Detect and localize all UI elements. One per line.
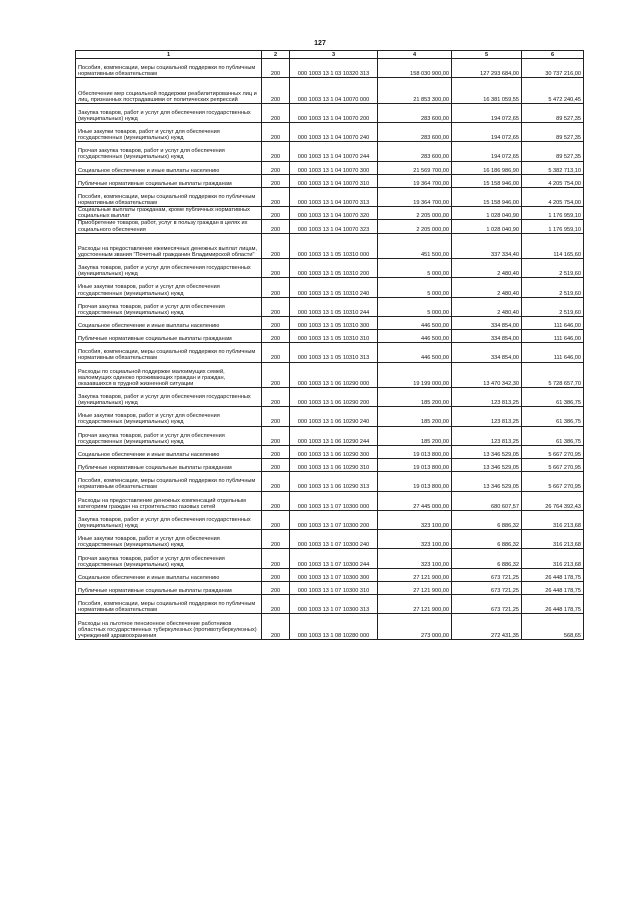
row-approved-amount: 5 000,00 (378, 278, 452, 297)
row-approved-amount: 27 445 000,00 (378, 491, 452, 510)
row-line-code: 200 (262, 207, 290, 220)
row-name: Прочая закупка товаров, работ и услуг для обеспечения государственных (муниципальных) нужд (76, 549, 262, 568)
row-approved-amount: 323 100,00 (378, 549, 452, 568)
row-name: Расходы на предоставление денежных компенсаций отдельным категориям граждан на строительство газовых сетей (76, 491, 262, 510)
row-name: Прочая закупка товаров, работ и услуг для обеспечения государственных (муниципальных) нужд (76, 142, 262, 161)
table-row (76, 330, 584, 343)
row-line-code: 200 (262, 472, 290, 491)
row-approved-amount: 446 500,00 (378, 343, 452, 362)
row-executed-amount: 272 431,35 (452, 614, 522, 639)
row-unexecuted-amount: 61 386,75 (522, 387, 584, 406)
table-row (76, 426, 584, 445)
row-unexecuted-amount: 61 386,75 (522, 426, 584, 445)
header-col-6: 6 (522, 51, 584, 59)
header-col-3: 3 (290, 51, 378, 59)
row-executed-amount: 123 813,25 (452, 387, 522, 406)
row-approved-amount: 19 013 800,00 (378, 459, 452, 472)
table-row (76, 59, 584, 78)
row-classification-code: 000 1003 13 1 07 10300 244 (290, 549, 378, 568)
row-unexecuted-amount: 568,65 (522, 614, 584, 639)
table-row (76, 122, 584, 141)
row-classification-code: 000 1003 13 1 04 10070 320 (290, 207, 378, 220)
row-approved-amount: 27 121 900,00 (378, 581, 452, 594)
row-classification-code: 000 1003 13 1 07 10300 200 (290, 510, 378, 529)
row-executed-amount: 123 813,25 (452, 426, 522, 445)
row-name: Прочая закупка товаров, работ и услуг для обеспечения государственных (муниципальных) нужд (76, 426, 262, 445)
row-executed-amount: 673 721,25 (452, 568, 522, 581)
row-executed-amount: 2 480,40 (452, 259, 522, 278)
row-name: Иные закупки товаров, работ и услуг для обеспечения государственных (муниципальных) нужд (76, 278, 262, 297)
table-row (76, 259, 584, 278)
row-executed-amount: 6 886,32 (452, 510, 522, 529)
row-classification-code: 000 1003 13 1 04 10070 200 (290, 103, 378, 122)
row-line-code: 200 (262, 78, 290, 103)
row-name: Расходы по социальной поддержке малоимущих семей, малоимущих одиноко проживающих граждан и граждан, оказавшихся в трудной жизненной ситуации (76, 362, 262, 387)
row-approved-amount: 273 000,00 (378, 614, 452, 639)
header-col-2: 2 (262, 51, 290, 59)
row-approved-amount: 21 569 700,00 (378, 161, 452, 174)
row-line-code: 200 (262, 142, 290, 161)
row-executed-amount: 337 334,40 (452, 233, 522, 258)
row-executed-amount: 680 607,57 (452, 491, 522, 510)
row-unexecuted-amount: 316 213,68 (522, 530, 584, 549)
row-executed-amount: 127 293 684,00 (452, 59, 522, 78)
row-executed-amount: 13 346 529,05 (452, 472, 522, 491)
row-approved-amount: 185 200,00 (378, 426, 452, 445)
table-row (76, 343, 584, 362)
row-approved-amount: 185 200,00 (378, 387, 452, 406)
table-row (76, 297, 584, 316)
row-unexecuted-amount: 114 165,60 (522, 233, 584, 258)
table-row (76, 174, 584, 187)
row-classification-code: 000 1003 13 1 07 10300 313 (290, 595, 378, 614)
table-row (76, 220, 584, 233)
row-classification-code: 000 1003 13 1 04 10070 300 (290, 161, 378, 174)
row-classification-code: 000 1003 13 1 06 10290 313 (290, 472, 378, 491)
row-line-code: 200 (262, 387, 290, 406)
row-classification-code: 000 1003 13 1 04 10070 323 (290, 220, 378, 233)
row-name: Прочая закупка товаров, работ и услуг для обеспечения государственных (муниципальных) нужд (76, 297, 262, 316)
row-executed-amount: 15 158 946,00 (452, 187, 522, 206)
row-approved-amount: 2 205 000,00 (378, 220, 452, 233)
table-row (76, 187, 584, 206)
row-approved-amount: 323 100,00 (378, 510, 452, 529)
row-line-code: 200 (262, 59, 290, 78)
row-name: Социальное обеспечение и иные выплаты населению (76, 161, 262, 174)
row-unexecuted-amount: 89 527,35 (522, 122, 584, 141)
row-line-code: 200 (262, 343, 290, 362)
row-classification-code: 000 1003 13 1 05 10310 200 (290, 259, 378, 278)
row-name: Социальное обеспечение и иные выплаты населению (76, 445, 262, 458)
row-line-code: 200 (262, 407, 290, 426)
row-classification-code: 000 1003 13 1 07 10300 240 (290, 530, 378, 549)
row-line-code: 200 (262, 278, 290, 297)
row-unexecuted-amount: 1 176 959,10 (522, 220, 584, 233)
row-unexecuted-amount: 30 737 216,00 (522, 59, 584, 78)
row-line-code: 200 (262, 330, 290, 343)
table-row (76, 549, 584, 568)
row-approved-amount: 2 205 000,00 (378, 207, 452, 220)
table-row (76, 407, 584, 426)
row-line-code: 200 (262, 187, 290, 206)
row-approved-amount: 5 000,00 (378, 297, 452, 316)
row-approved-amount: 27 121 900,00 (378, 568, 452, 581)
row-unexecuted-amount: 2 519,60 (522, 259, 584, 278)
row-line-code: 200 (262, 316, 290, 329)
row-line-code: 200 (262, 491, 290, 510)
row-line-code: 200 (262, 445, 290, 458)
row-name: Закупка товаров, работ и услуг для обеспечения государственных (муниципальных) нужд (76, 259, 262, 278)
table-row (76, 491, 584, 510)
row-line-code: 200 (262, 459, 290, 472)
row-unexecuted-amount: 2 519,60 (522, 278, 584, 297)
row-line-code: 200 (262, 510, 290, 529)
row-line-code: 200 (262, 614, 290, 639)
row-approved-amount: 19 013 800,00 (378, 472, 452, 491)
table-row (76, 362, 584, 387)
row-name: Пособия, компенсации, меры социальной поддержки по публичным нормативным обязательствам (76, 187, 262, 206)
table-row (76, 233, 584, 258)
row-unexecuted-amount: 316 213,68 (522, 549, 584, 568)
row-classification-code: 000 1003 13 1 06 10290 240 (290, 407, 378, 426)
row-unexecuted-amount: 5 667 270,95 (522, 445, 584, 458)
row-approved-amount: 451 500,00 (378, 233, 452, 258)
row-unexecuted-amount: 5 667 270,95 (522, 472, 584, 491)
row-executed-amount: 13 346 529,05 (452, 445, 522, 458)
row-unexecuted-amount: 111 646,00 (522, 330, 584, 343)
row-name: Приобретение товаров, работ, услуг в пользу граждан в целях их социального обеспечения (76, 220, 262, 233)
row-line-code: 200 (262, 233, 290, 258)
row-line-code: 200 (262, 595, 290, 614)
row-classification-code: 000 1003 13 1 04 10070 244 (290, 142, 378, 161)
row-approved-amount: 185 200,00 (378, 407, 452, 426)
row-approved-amount: 19 199 000,00 (378, 362, 452, 387)
row-line-code: 200 (262, 259, 290, 278)
row-unexecuted-amount: 26 448 178,75 (522, 595, 584, 614)
row-executed-amount: 123 813,25 (452, 407, 522, 426)
row-unexecuted-amount: 5 472 240,45 (522, 78, 584, 103)
table-row (76, 614, 584, 639)
row-approved-amount: 19 013 800,00 (378, 445, 452, 458)
row-name: Социальное обеспечение и иные выплаты населению (76, 316, 262, 329)
row-line-code: 200 (262, 568, 290, 581)
table-row (76, 278, 584, 297)
row-approved-amount: 283 600,00 (378, 122, 452, 141)
row-unexecuted-amount: 4 205 754,00 (522, 174, 584, 187)
row-name: Закупка товаров, работ и услуг для обеспечения государственных (муниципальных) нужд (76, 387, 262, 406)
row-executed-amount: 15 158 946,00 (452, 174, 522, 187)
page-number: 127 (314, 40, 326, 47)
row-line-code: 200 (262, 174, 290, 187)
row-classification-code: 000 1003 13 1 06 10290 300 (290, 445, 378, 458)
header-col-5: 5 (452, 51, 522, 59)
row-unexecuted-amount: 61 386,75 (522, 407, 584, 426)
row-classification-code: 000 1003 13 1 04 10070 313 (290, 187, 378, 206)
table-row (76, 207, 584, 220)
row-classification-code: 000 1003 13 1 04 10070 240 (290, 122, 378, 141)
row-classification-code: 000 1003 13 1 05 10310 310 (290, 330, 378, 343)
row-name: Иные закупки товаров, работ и услуг для обеспечения государственных (муниципальных) нужд (76, 530, 262, 549)
row-unexecuted-amount: 5 728 657,70 (522, 362, 584, 387)
table-row (76, 103, 584, 122)
row-classification-code: 000 1003 13 1 06 10290 244 (290, 426, 378, 445)
table-row (76, 445, 584, 458)
row-line-code: 200 (262, 161, 290, 174)
row-classification-code: 000 1003 13 1 05 10310 300 (290, 316, 378, 329)
row-name: Публичные нормативные социальные выплаты гражданам (76, 459, 262, 472)
row-executed-amount: 16 186 986,90 (452, 161, 522, 174)
table-row (76, 581, 584, 594)
row-unexecuted-amount: 26 764 392,43 (522, 491, 584, 510)
row-approved-amount: 19 364 700,00 (378, 174, 452, 187)
row-unexecuted-amount: 5 667 270,95 (522, 459, 584, 472)
row-name: Пособия, компенсации, меры социальной поддержки по публичным нормативным обязательствам (76, 343, 262, 362)
row-name: Иные закупки товаров, работ и услуг для обеспечения государственных (муниципальных) нужд (76, 122, 262, 141)
row-unexecuted-amount: 111 646,00 (522, 316, 584, 329)
row-approved-amount: 446 500,00 (378, 330, 452, 343)
row-line-code: 200 (262, 581, 290, 594)
row-executed-amount: 2 480,40 (452, 297, 522, 316)
row-executed-amount: 1 028 040,90 (452, 207, 522, 220)
row-approved-amount: 19 364 700,00 (378, 187, 452, 206)
row-line-code: 200 (262, 426, 290, 445)
table-row (76, 316, 584, 329)
row-name: Социальное обеспечение и иные выплаты населению (76, 568, 262, 581)
row-classification-code: 000 1003 13 1 04 10070 000 (290, 78, 378, 103)
row-name: Закупка товаров, работ и услуг для обеспечения государственных (муниципальных) нужд (76, 103, 262, 122)
row-line-code: 200 (262, 362, 290, 387)
table-row (76, 387, 584, 406)
row-executed-amount: 6 886,32 (452, 530, 522, 549)
table-row (76, 472, 584, 491)
table-row (76, 568, 584, 581)
row-unexecuted-amount: 89 527,35 (522, 103, 584, 122)
row-line-code: 200 (262, 549, 290, 568)
row-approved-amount: 158 030 900,00 (378, 59, 452, 78)
row-classification-code: 000 1003 13 1 07 10300 000 (290, 491, 378, 510)
row-unexecuted-amount: 89 527,35 (522, 142, 584, 161)
row-name: Обеспечение мер социальной поддержки реабилитированных лиц и лиц, признанных пострадавшими от политических репрессий (76, 78, 262, 103)
row-classification-code: 000 1003 13 1 08 10280 000 (290, 614, 378, 639)
row-line-code: 200 (262, 530, 290, 549)
row-executed-amount: 673 721,25 (452, 581, 522, 594)
row-line-code: 200 (262, 122, 290, 141)
row-executed-amount: 2 480,40 (452, 278, 522, 297)
table-row (76, 78, 584, 103)
row-approved-amount: 27 121 900,00 (378, 595, 452, 614)
row-approved-amount: 283 600,00 (378, 142, 452, 161)
row-classification-code: 000 1003 13 1 05 10310 244 (290, 297, 378, 316)
table-row (76, 530, 584, 549)
row-line-code: 200 (262, 220, 290, 233)
row-approved-amount: 283 600,00 (378, 103, 452, 122)
row-name: Публичные нормативные социальные выплаты гражданам (76, 330, 262, 343)
row-unexecuted-amount: 1 176 959,10 (522, 207, 584, 220)
row-classification-code: 000 1003 13 1 06 10290 200 (290, 387, 378, 406)
row-name: Закупка товаров, работ и услуг для обеспечения государственных (муниципальных) нужд (76, 510, 262, 529)
row-executed-amount: 1 028 040,90 (452, 220, 522, 233)
row-unexecuted-amount: 111 646,00 (522, 343, 584, 362)
row-classification-code: 000 1003 13 1 04 10070 310 (290, 174, 378, 187)
row-executed-amount: 13 470 342,30 (452, 362, 522, 387)
row-unexecuted-amount: 5 382 713,10 (522, 161, 584, 174)
budget-table (75, 50, 584, 640)
row-name: Расходы на льготное пенсионное обеспечение работников областных государственных туберкулезных (противотуберкулезных) учреждений здравоохранения (76, 614, 262, 639)
table-row (76, 459, 584, 472)
row-approved-amount: 5 000,00 (378, 259, 452, 278)
row-unexecuted-amount: 26 448 178,75 (522, 581, 584, 594)
row-classification-code: 000 1003 13 1 07 10300 310 (290, 581, 378, 594)
table-row (76, 142, 584, 161)
row-executed-amount: 194 072,65 (452, 122, 522, 141)
row-approved-amount: 323 100,00 (378, 530, 452, 549)
table-row (76, 510, 584, 529)
table-header-row (76, 51, 584, 59)
header-col-4: 4 (378, 51, 452, 59)
row-classification-code: 000 1003 13 1 05 10310 313 (290, 343, 378, 362)
header-col-1: 1 (76, 51, 262, 59)
row-classification-code: 000 1003 13 1 07 10300 300 (290, 568, 378, 581)
row-executed-amount: 673 721,25 (452, 595, 522, 614)
row-name: Пособия, компенсации, меры социальной поддержки по публичным нормативным обязательствам (76, 472, 262, 491)
row-line-code: 200 (262, 103, 290, 122)
row-name: Публичные нормативные социальные выплаты гражданам (76, 581, 262, 594)
row-executed-amount: 334 854,00 (452, 316, 522, 329)
row-approved-amount: 21 853 300,00 (378, 78, 452, 103)
row-executed-amount: 194 072,65 (452, 142, 522, 161)
row-unexecuted-amount: 4 205 754,00 (522, 187, 584, 206)
row-name: Публичные нормативные социальные выплаты гражданам (76, 174, 262, 187)
row-line-code: 200 (262, 297, 290, 316)
row-unexecuted-amount: 316 213,68 (522, 510, 584, 529)
row-name: Расходы на предоставление ежемесячных денежных выплат лицам, удостоенным звания "Почетный гражданин Владимирской области" (76, 233, 262, 258)
row-executed-amount: 334 854,00 (452, 343, 522, 362)
row-executed-amount: 334 854,00 (452, 330, 522, 343)
row-classification-code: 000 1003 13 1 05 10310 240 (290, 278, 378, 297)
row-executed-amount: 16 381 059,55 (452, 78, 522, 103)
row-classification-code: 000 1003 13 1 03 10320 313 (290, 59, 378, 78)
row-executed-amount: 194 072,65 (452, 103, 522, 122)
row-name: Социальные выплаты гражданам, кроме публичных нормативных социальных выплат (76, 207, 262, 220)
row-executed-amount: 6 886,32 (452, 549, 522, 568)
row-unexecuted-amount: 26 448 178,75 (522, 568, 584, 581)
table-row (76, 161, 584, 174)
row-name: Пособия, компенсации, меры социальной поддержки по публичным нормативным обязательствам (76, 595, 262, 614)
row-executed-amount: 13 346 529,05 (452, 459, 522, 472)
row-name: Пособия, компенсации, меры социальной поддержки по публичным нормативным обязательствам (76, 59, 262, 78)
row-unexecuted-amount: 2 519,60 (522, 297, 584, 316)
table-row (76, 595, 584, 614)
row-classification-code: 000 1003 13 1 05 10310 000 (290, 233, 378, 258)
row-classification-code: 000 1003 13 1 06 10290 000 (290, 362, 378, 387)
row-name: Иные закупки товаров, работ и услуг для обеспечения государственных (муниципальных) нужд (76, 407, 262, 426)
row-approved-amount: 446 500,00 (378, 316, 452, 329)
row-classification-code: 000 1003 13 1 06 10290 310 (290, 459, 378, 472)
